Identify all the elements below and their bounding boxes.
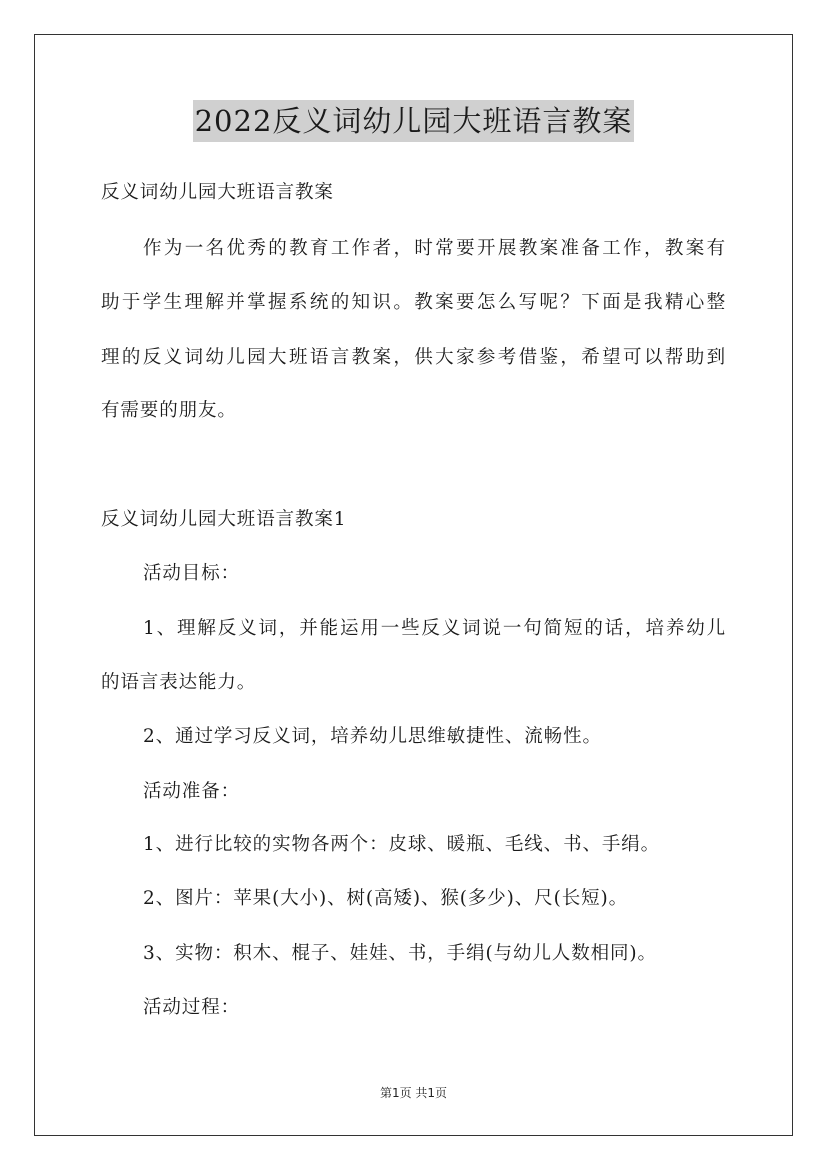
subheading: 活动过程： xyxy=(143,997,241,1018)
list-item: 2、图片：苹果(大小)、树(高矮)、猴(多少)、尺(长短)。 xyxy=(143,888,629,909)
list-item: 1、理解反义词，并能运用一些反义词说一句简短的话，培养幼儿 xyxy=(143,618,726,639)
list-item-continuation: 的语言表达能力。 xyxy=(101,672,257,693)
section-heading: 反义词幼儿园大班语言教案 xyxy=(101,182,334,203)
list-item: 2、通过学习反义词，培养幼儿思维敏捷性、流畅性。 xyxy=(143,726,602,747)
paragraph-line: 作为一名优秀的教育工作者，时常要开展教案准备工作，教案有 xyxy=(143,238,726,259)
section-heading: 反义词幼儿园大班语言教案1 xyxy=(101,509,347,530)
page-footer: 第1页 共1页 xyxy=(379,1086,448,1100)
paragraph-line: 有需要的朋友。 xyxy=(101,400,237,421)
list-item: 1、进行比较的实物各两个：皮球、暖瓶、毛线、书、手绢。 xyxy=(143,834,661,855)
paragraph-line: 理的反义词幼儿园大班语言教案，供大家参考借鉴，希望可以帮助到 xyxy=(101,347,726,368)
paragraph-line: 助于学生理解并掌握系统的知识。教案要怎么写呢？下面是我精心整 xyxy=(101,292,726,313)
document-title-text: 2022反义词幼儿园大班语言教案 xyxy=(193,100,635,142)
list-item: 3、实物：积木、棍子、娃娃、书，手绢(与幼儿人数相同)。 xyxy=(143,943,657,964)
subheading: 活动准备： xyxy=(143,781,241,802)
subheading: 活动目标： xyxy=(143,563,241,584)
document-title xyxy=(0,100,827,142)
